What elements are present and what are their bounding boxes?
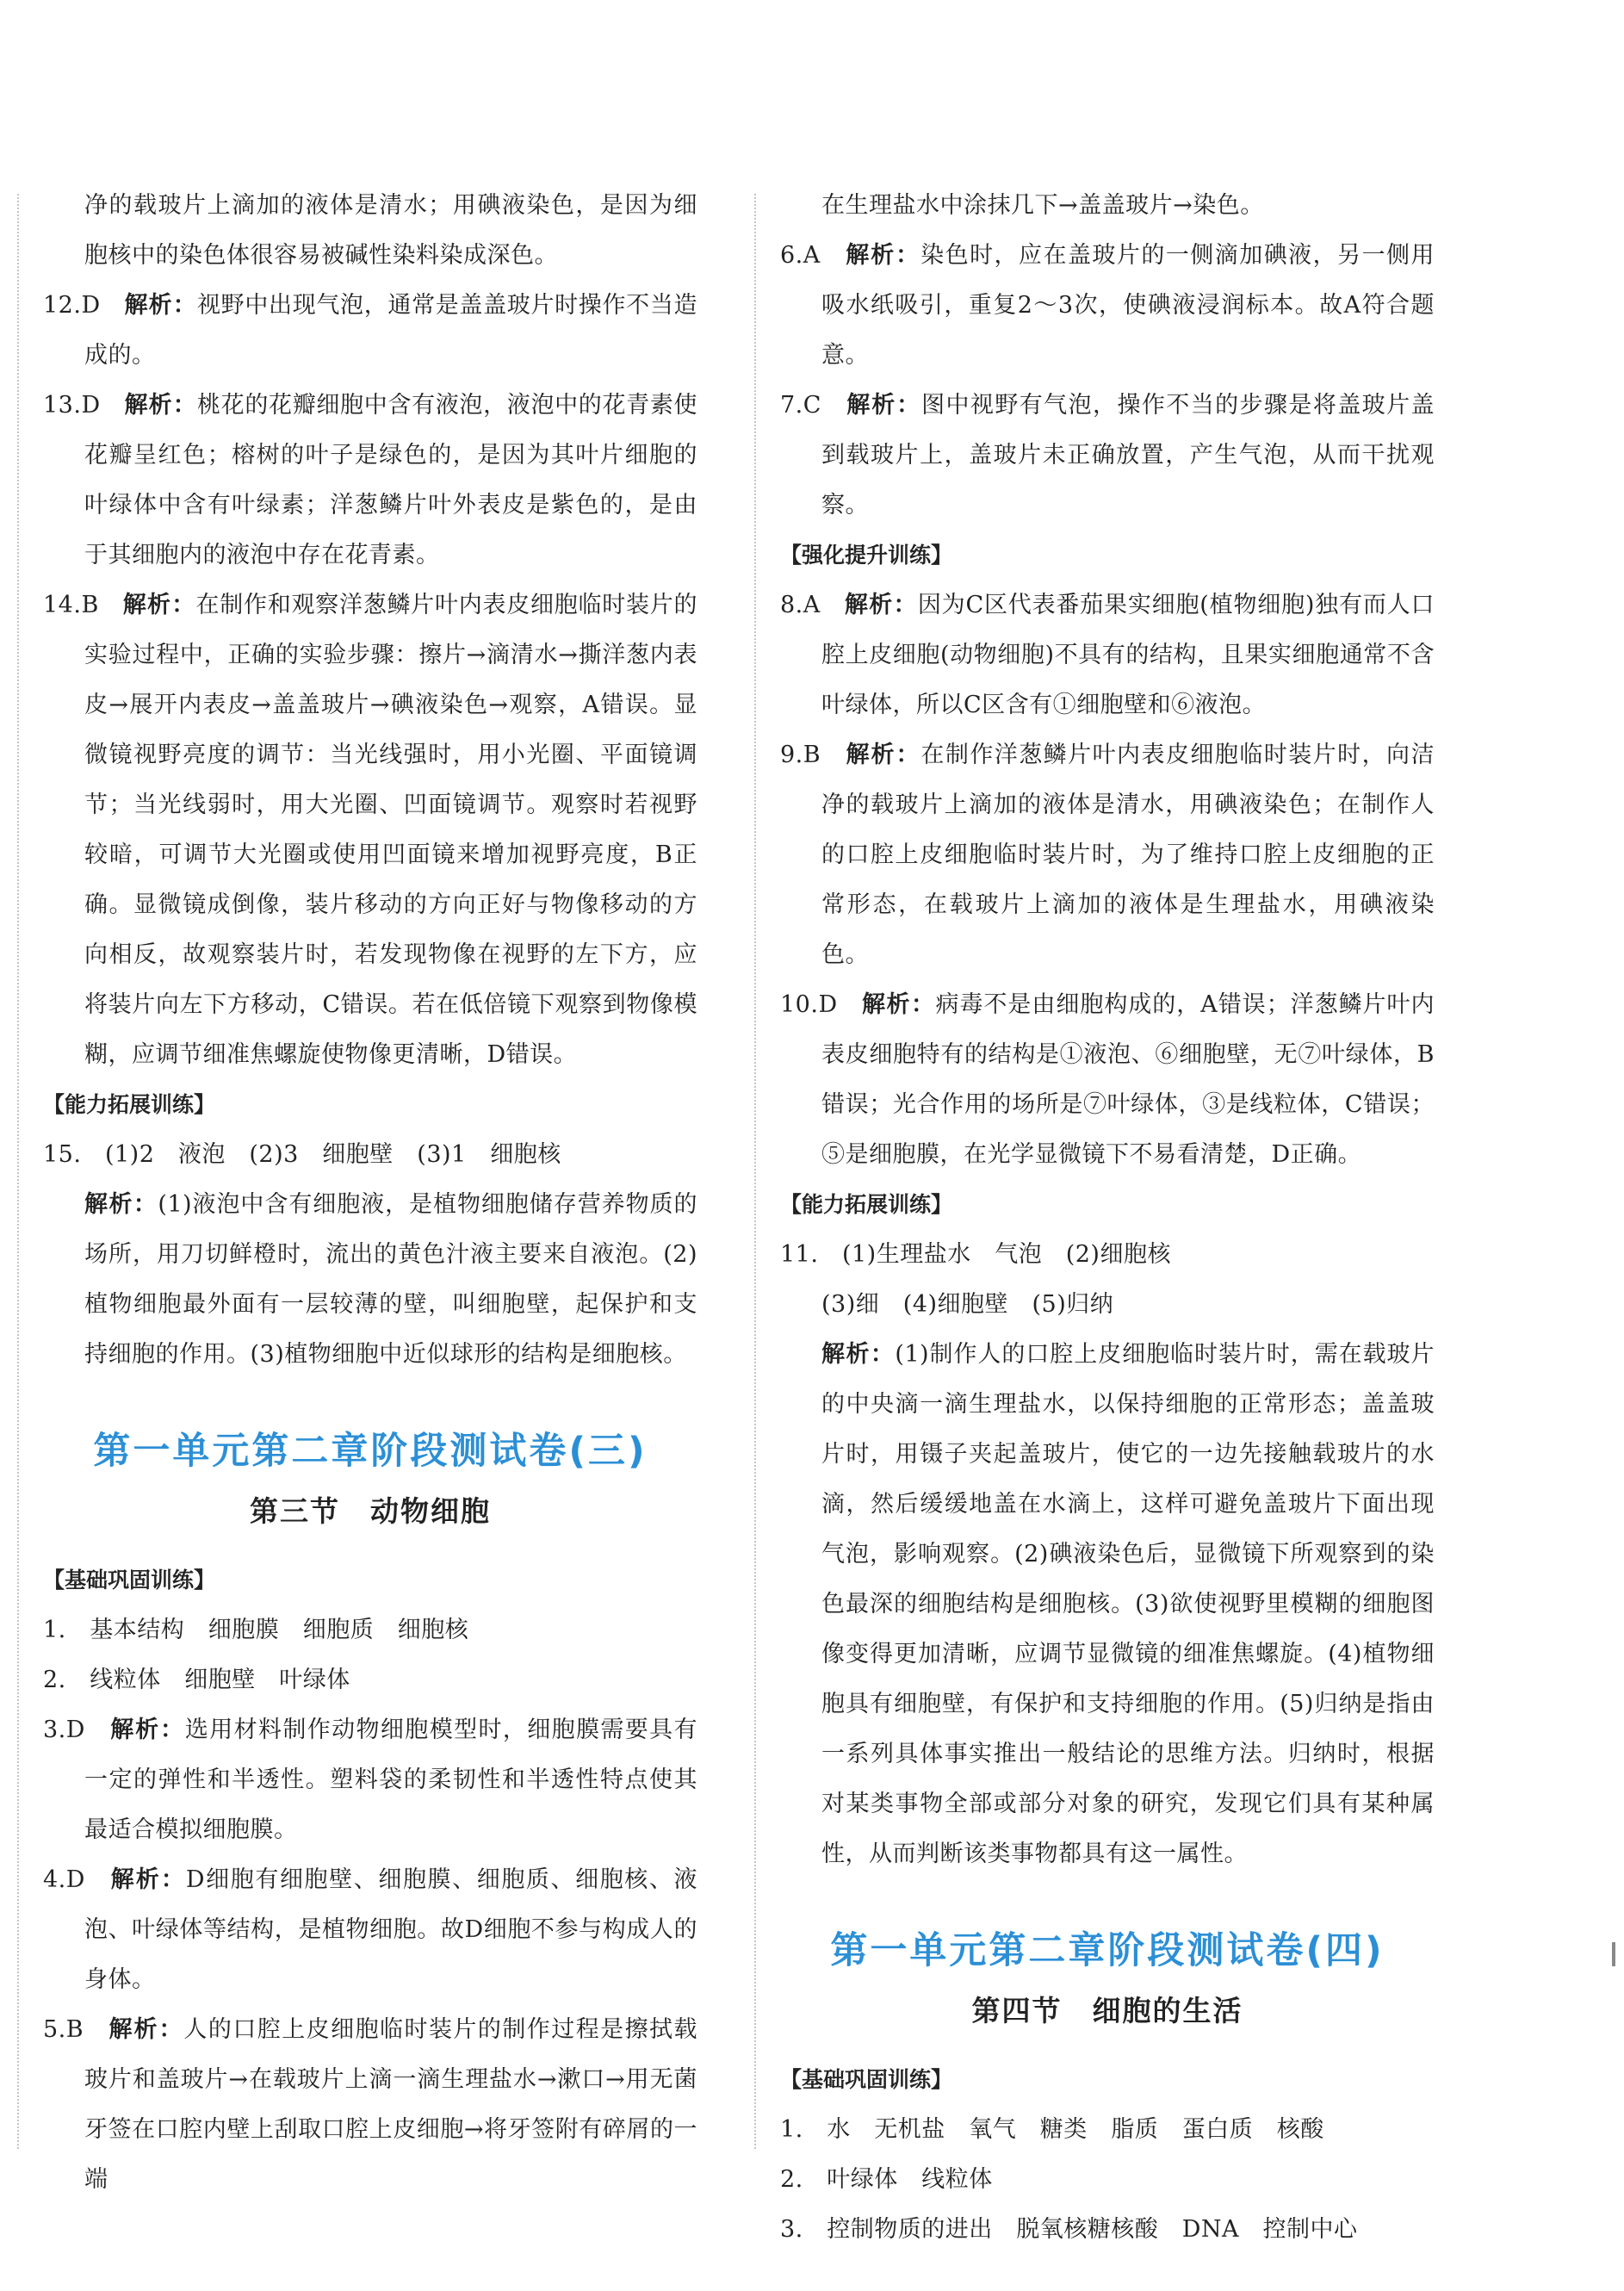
answer-body: D细胞有细胞壁、细胞膜、细胞质、细胞核、液泡、叶绿体等结构，是植物细胞。故D细胞不参与构成人的身体。 <box>84 1866 698 1993</box>
answer-body: 染色时，应在盖玻片的一侧滴加碘液，另一侧用吸水纸吸引，重复2～3次，使碘液浸润标本。故A符合题意。 <box>821 242 1435 369</box>
answer-body: (1)生理盐水 气泡 (2)细胞核 <box>841 1241 1171 1268</box>
left-column <box>43 181 697 2205</box>
item-number: 2. <box>780 2166 803 2193</box>
answer-body: (1)液泡中含有细胞液，是植物细胞储存营养物质的场所，用刀切鲜橙时，流出的黄色汁液主要来自液泡。(2)植物细胞最外面有一层较薄的壁，叫细胞壁，起保护和支持细胞的作用。(3)植物细胞中近似球形的结构是细胞核。 <box>84 1191 697 1368</box>
training-heading: 【基础巩固训练】 <box>43 1568 216 1593</box>
analysis-label: 解析： <box>124 392 197 419</box>
analysis-label: 解析： <box>844 592 918 618</box>
answer-body: 在生理盐水中涂抹几下→盖盖玻片→染色。 <box>821 192 1264 219</box>
answer-body: (1)制作人的口腔上皮细胞临时装片时，需在载玻片的中央滴一滴生理盐水，以保持细胞的正常形态；盖盖玻片时，用镊子夹起盖玻片，使它的一边先接触载玻片的水滴，然后缓缓地盖在水滴上，这样可避免盖玻片下面出现气泡，影响观察。(2)碘液染色后，显微镜下所观察到的染色最深的细胞结构是细胞核。(3)欲使视野里模糊的细胞图像变得更加清晰，应调节显微镜的细准焦螺旋。(4)植物细胞具有细胞壁，有保护和支持细胞的作用。(5)归纳是指由一系列具体事实推出一般结论的思维方法。归纳时，根据对某类事物全部或部分对象的研究，发现它们具有某种属性，从而判断该类事物都具有这一属性。 <box>821 1341 1435 1867</box>
answer-item <box>43 1655 697 1705</box>
answer-item <box>43 581 697 1080</box>
analysis-label: 解析： <box>862 991 936 1018</box>
answer-item <box>780 231 1435 381</box>
section-subtitle: 第四节 细胞的生活 <box>971 1994 1243 2027</box>
answer-item <box>43 2005 697 2205</box>
item-number: 7.C <box>780 392 821 419</box>
item-number: 11. <box>780 1241 819 1268</box>
item-number: 1. <box>780 2116 803 2143</box>
training-heading: 【强化提升训练】 <box>780 543 953 568</box>
right-column <box>780 181 1435 2255</box>
answer-body: 选用材料制作动物细胞模型时，细胞膜需要具有一定的弹性和半透性。塑料袋的柔韧性和半透性特点使其最适合模拟细胞膜。 <box>84 1717 698 1843</box>
answer-item <box>780 2155 1435 2205</box>
answer-text <box>780 181 1435 231</box>
item-number: 10.D <box>780 991 838 1018</box>
answer-text <box>43 181 697 281</box>
answer-item <box>43 381 697 581</box>
answer-body: 视野中出现气泡，通常是盖盖玻片时操作不当造成的。 <box>84 292 698 369</box>
item-number: 2. <box>43 1667 66 1693</box>
analysis-label: 解析： <box>124 292 197 319</box>
answer-item <box>780 2105 1435 2155</box>
item-number: 14.B <box>43 592 99 618</box>
analysis-label: 解析： <box>122 592 196 618</box>
answer-body: 基本结构 细胞膜 细胞质 细胞核 <box>90 1617 469 1643</box>
answer-body: 控制物质的进出 脱氧核糖核酸 DNA 控制中心 <box>827 2216 1358 2243</box>
analysis-label: 解析： <box>846 742 921 768</box>
analysis-label: 解析： <box>110 1717 185 1743</box>
section-title: 第一单元第二章阶段测试卷(三) <box>93 1430 648 1473</box>
analysis-label: 解析： <box>110 1866 186 1893</box>
answer-text <box>780 1280 1435 1330</box>
answer-item <box>780 381 1435 531</box>
item-number: 3. <box>780 2216 803 2243</box>
answer-body: 净的载玻片上滴加的液体是清水；用碘液染色，是因为细胞核中的染色体很容易被碱性染料染成深色。 <box>84 192 697 269</box>
section-title: 第一单元第二章阶段测试卷(四) <box>830 1929 1385 1972</box>
answer-body: 叶绿体 线粒体 <box>827 2166 993 2193</box>
training-heading: 【基础巩固训练】 <box>780 2067 953 2092</box>
item-number: 6.A <box>780 242 821 269</box>
answer-body: 水 无机盐 氧气 糖类 脂质 蛋白质 核酸 <box>827 2116 1324 2143</box>
analysis-label: 解析： <box>821 1341 896 1368</box>
item-number: 5.B <box>43 2016 84 2043</box>
edge-mark <box>1612 1942 1615 1966</box>
answer-item <box>780 730 1435 980</box>
answer-body: 线粒体 细胞壁 叶绿体 <box>90 1667 350 1693</box>
answer-body: 在制作和观察洋葱鳞片叶内表皮细胞临时装片的实验过程中，正确的实验步骤：擦片→滴清水→撕洋葱内表皮→展开内表皮→盖盖玻片→碘液染色→观察，A错误。显微镜视野亮度的调节：当光线强时，用小光圈、平面镜调节；当光线弱时，用大光圈、凹面镜调节。观察时若视野较暗，可调节大光圈或使用凹面镜来增加视野亮度，B正确。显微镜成倒像，装片移动的方向正好与物像移动的方向相反，故观察装片时，若发现物像在视野的左下方，应将装片向左下方移动，C错误。若在低倍镜下观察到物像模糊，应调节细准焦螺旋使物像更清晰，D错误。 <box>84 592 698 1068</box>
section-subtitle: 第三节 动物细胞 <box>250 1494 491 1528</box>
item-number: 15. <box>43 1141 82 1168</box>
item-number: 4.D <box>43 1866 85 1893</box>
answer-item <box>43 1705 697 1855</box>
answer-item <box>43 281 697 381</box>
training-heading: 【能力拓展训练】 <box>780 1192 953 1217</box>
analysis-label: 解析： <box>108 2016 184 2043</box>
answer-item <box>43 1855 697 2005</box>
answer-body: 在制作洋葱鳞片叶内表皮细胞临时装片时，向洁净的载玻片上滴加的液体是清水，用碘液染色；在制作人的口腔上皮细胞临时装片时，为了维持口腔上皮细胞的正常形态，在载玻片上滴加的液体是生理盐水，用碘液染色。 <box>821 742 1435 968</box>
item-number: 13.D <box>43 392 101 419</box>
answer-item <box>780 581 1435 730</box>
answer-text <box>780 1330 1435 1879</box>
answer-item <box>780 2205 1435 2255</box>
analysis-label: 解析： <box>846 392 922 419</box>
analysis-label: 解析： <box>846 242 921 269</box>
item-number: 9.B <box>780 742 821 768</box>
item-number: 12.D <box>43 292 101 319</box>
item-number: 8.A <box>780 592 821 618</box>
answer-item <box>780 980 1435 1180</box>
answer-body: 因为C区代表番茄果实细胞(植物细胞)独有而人口腔上皮细胞(动物细胞)不具有的结构，且果实细胞通常不含叶绿体，所以C区含有①细胞壁和⑥液泡。 <box>821 592 1435 718</box>
answer-body: 桃花的花瓣细胞中含有液泡，液泡中的花青素使花瓣呈红色；榕树的叶子是绿色的，是因为其叶片细胞的叶绿体中含有叶绿素；洋葱鳞片叶外表皮是紫色的，是由于其细胞内的液泡中存在花青素。 <box>84 392 698 568</box>
answer-item <box>780 1230 1435 1280</box>
answer-body: (3)细 (4)细胞壁 (5)归纳 <box>821 1291 1114 1318</box>
answer-item <box>43 1605 697 1655</box>
analysis-label: 解析： <box>84 1191 158 1218</box>
answer-body: 人的口腔上皮细胞临时装片的制作过程是擦拭载玻片和盖玻片→在载玻片上滴一滴生理盐水→漱口→用无菌牙签在口腔内壁上刮取口腔上皮细胞→将牙签附有碎屑的一端 <box>84 2016 698 2193</box>
item-number: 1. <box>43 1617 66 1643</box>
training-heading: 【能力拓展训练】 <box>43 1092 216 1117</box>
answer-body: (1)2 液泡 (2)3 细胞壁 (3)1 细胞核 <box>104 1141 561 1168</box>
answer-body: 病毒不是由细胞构成的，A错误；洋葱鳞片叶内表皮细胞特有的结构是①液泡、⑥细胞壁，无⑦叶绿体，B错误；光合作用的场所是⑦叶绿体，③是线粒体，C错误；⑤是细胞膜，在光学显微镜下不易看清楚，D正确。 <box>821 991 1435 1168</box>
answer-body: 图中视野有气泡，操作不当的步骤是将盖玻片盖到载玻片上，盖玻片未正确放置，产生气泡，从而干扰观察。 <box>821 392 1435 518</box>
answer-item <box>43 1130 697 1180</box>
answer-text <box>43 1180 697 1380</box>
item-number: 3.D <box>43 1717 85 1743</box>
